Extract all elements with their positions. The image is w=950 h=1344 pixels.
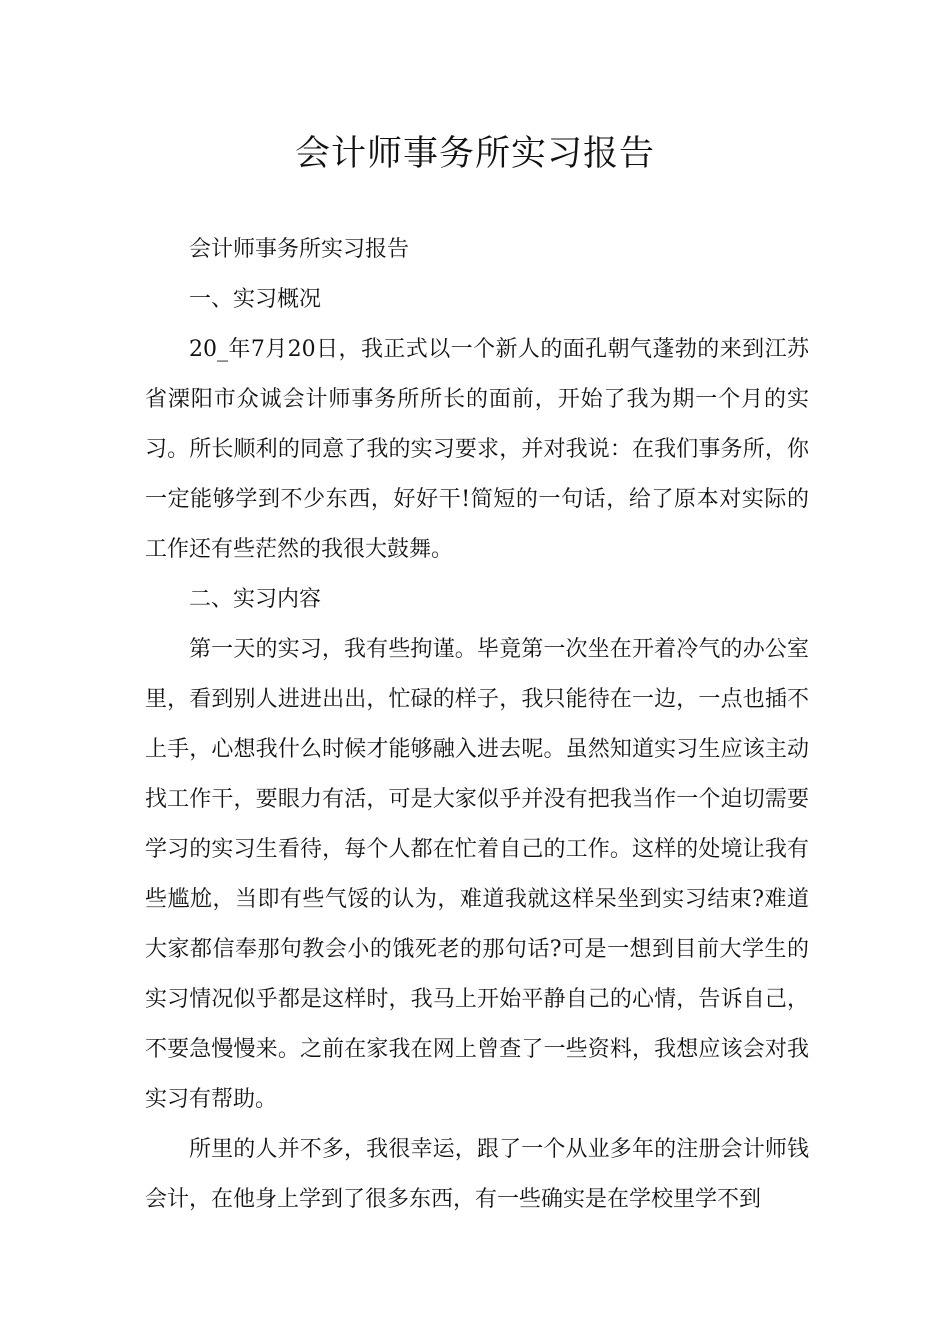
paragraph-overview: 20_年7月20日，我正式以一个新人的面孔朝气蓬勃的来到江苏省溧阳市众诚会计师事务所所长的面前，开始了我为期一个月的实习。所长顺利的同意了我的实习要求，并对我说：在我们事务所，你一定能够学到不少东西，好好干!简短的一句话，给了原本对实际的工作还有些茫然的我很大鼓舞。 — [145, 337, 809, 562]
document-title: 会计师事务所实习报告 — [294, 134, 655, 174]
document-body — [145, 225, 809, 1225]
paragraph-mentor: 所里的人并不多，我很幸运，跟了一个从业多年的注册会计师钱会计，在他身上学到了很多东西，有一些确实是在学校里学不到 — [145, 1137, 809, 1212]
paragraph-subtitle: 会计师事务所实习报告 — [189, 237, 410, 262]
paragraph-first-day: 第一天的实习，我有些拘谨。毕竟第一次坐在开着冷气的办公室里，看到别人进进出出，忙碌的样子，我只能待在一边，一点也插不上手，心想我什么时候才能够融入进去呢。虽然知道实习生应该主动找工作干，要眼力有活，可是大家似乎并没有把我当作一个迫切需要学习的实习生看待，每个人都在忙着自己的工作。这样的处境让我有些尴尬，当即有些气馁的认为，难道我就这样呆坐到实习结束?难道大家都信奉那句教会小的饿死老的那句话?可是一想到目前大学生的实习情况似乎都是这样时，我马上开始平静自己的心情，告诉自己，不要急慢慢来。之前在家我在网上曾查了一些资料，我想应该会对我实习有帮助。 — [145, 637, 809, 1112]
section-heading-overview: 一、实习概况 — [189, 287, 322, 312]
section-heading-content: 二、实习内容 — [189, 587, 322, 612]
